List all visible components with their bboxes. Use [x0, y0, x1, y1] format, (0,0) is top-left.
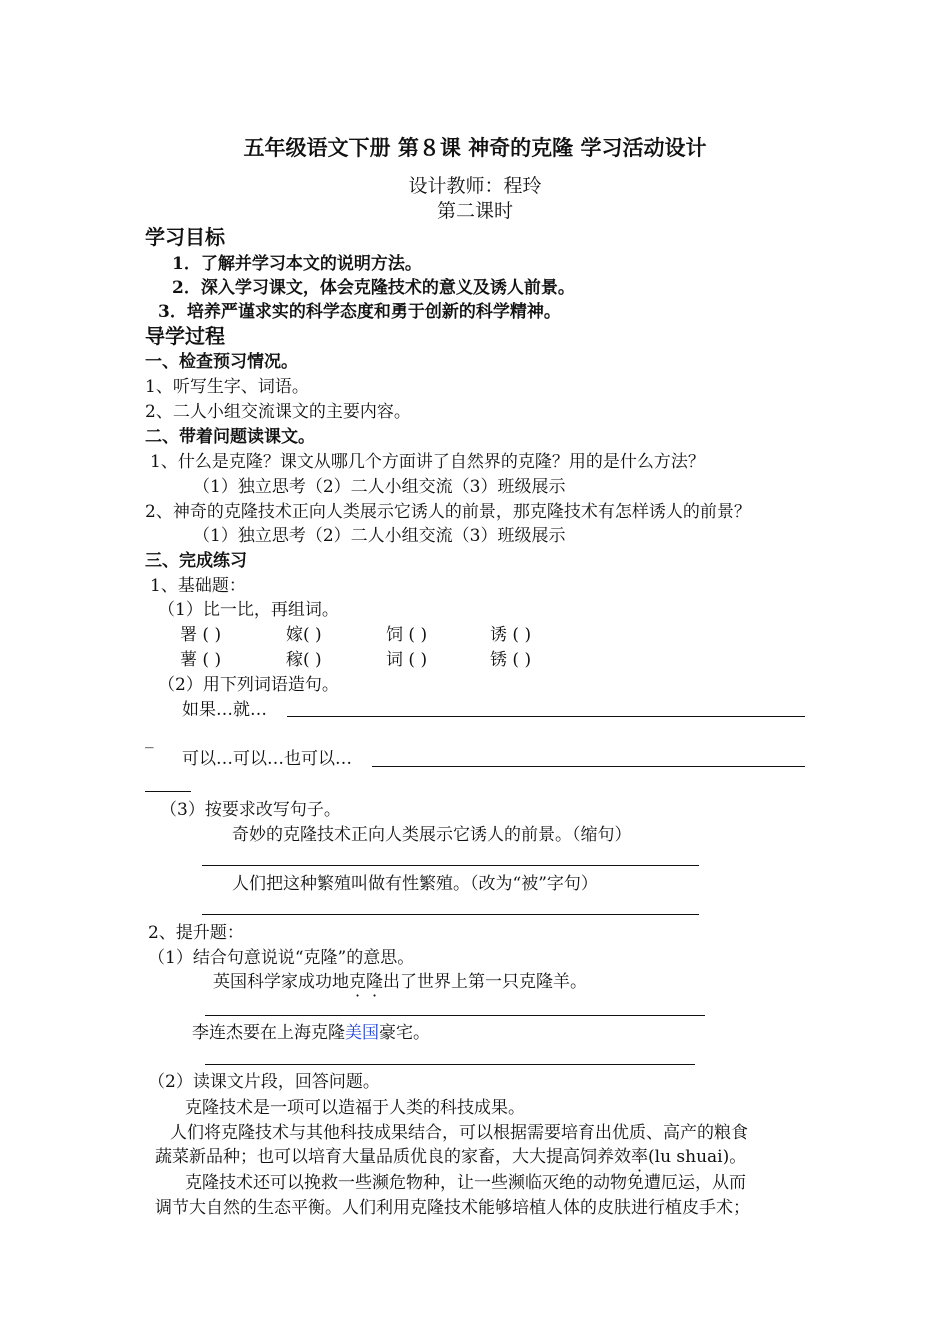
reading-question-1: 1、什么是克隆？课文从哪几个方面讲了自然界的克隆？用的是什么方法？: [150, 452, 705, 472]
compare-cell: 稼( ): [286, 650, 322, 670]
section-reading-heading: 二、带着问题读课文。: [145, 427, 315, 447]
answer-line: [205, 1064, 695, 1065]
compare-label: （1）比一比，再组词。: [158, 600, 339, 620]
emphasis-char: 隆: [366, 972, 383, 992]
pattern-1: 如果…就…: [182, 700, 267, 720]
emphasis-char: 率: [631, 1147, 648, 1167]
objective-item: 2．深入学习课文，体会克隆技术的意义及诱人前景。: [172, 278, 575, 298]
answer-line: [145, 791, 191, 792]
meaning-label: （1）结合句意说说“克隆”的意思。: [148, 948, 415, 968]
passage-paragraph-2-line-2: 蔬菜新品种；也可以培育大量品质优良的家畜，大大提高饲养效率(lu shuai)。: [155, 1147, 747, 1167]
emphasis-char: 克: [349, 972, 366, 992]
compare-cell: 诱 ( ): [490, 625, 532, 645]
compare-cell: 薯 ( ): [180, 650, 222, 670]
highlighted-word: 美国: [345, 1023, 379, 1043]
passage-paragraph-3-line-2: 调节大自然的生态平衡。人们利用克隆技术能够培植人体的皮肤进行植皮手术；: [155, 1198, 750, 1218]
process-heading: 导学过程: [145, 324, 225, 348]
answer-line: [205, 1015, 705, 1016]
lesson-number: 第二课时: [436, 200, 513, 222]
pattern-2: 可以…可以…也可以…: [182, 749, 352, 769]
section-preview-heading: 一、检查预习情况。: [145, 352, 298, 372]
preview-item: 1、听写生字、词语。: [145, 377, 309, 397]
compare-cell: 饲 ( ): [386, 625, 428, 645]
compare-cell: 嫁( ): [286, 625, 322, 645]
sentence-making-label: （2）用下列词语造句。: [158, 675, 339, 695]
compare-cell: 署 ( ): [180, 625, 222, 645]
compare-cell: 词 ( ): [386, 650, 428, 670]
objectives-heading: 学习目标: [145, 225, 225, 249]
answer-line: [372, 766, 805, 767]
objective-item: 3．培养严谨求实的科学态度和勇于创新的科学精神。: [158, 302, 561, 322]
advanced-exercise-label: 2、提升题：: [148, 923, 244, 943]
answer-line: [202, 914, 699, 915]
pattern-1-tail: _: [145, 729, 154, 749]
designer-teacher: 设计教师：程玲: [408, 175, 542, 197]
rewrite-sentence-1: 奇妙的克隆技术正向人类展示它诱人的前景。（缩句）: [232, 825, 632, 845]
rewrite-label: （3）按要求改写句子。: [160, 800, 341, 820]
passage-paragraph-2-line-1: 人们将克隆技术与其他科技成果结合，可以根据需要培育出优质、高产的粮食: [170, 1123, 748, 1143]
basic-exercise-label: 1、基础题：: [150, 576, 246, 596]
preview-item: 2、二人小组交流课文的主要内容。: [145, 402, 411, 422]
passage-paragraph-3-line-1: 克隆技术还可以挽救一些濒危物种，让一些濒临灭绝的动物免遭厄运，从而: [185, 1173, 746, 1193]
reading-steps-1: （1）独立思考（2）二人小组交流（3）班级展示: [193, 477, 566, 497]
answer-line: [202, 865, 699, 866]
reading-question-2: 2、神奇的克隆技术正向人类展示它诱人的前景，那克隆技术有怎样诱人的前景？: [145, 502, 751, 522]
reading-steps-2: （1）独立思考（2）二人小组交流（3）班级展示: [193, 526, 566, 546]
compare-cell: 锈 ( ): [490, 650, 532, 670]
reading-passage-label: （2）读课文片段，回答问题。: [148, 1072, 380, 1092]
objective-item: 1．了解并学习本文的说明方法。: [172, 254, 422, 274]
document-title: 五年级语文下册 第８课 神奇的克隆 学习活动设计: [243, 135, 707, 160]
rewrite-sentence-2: 人们把这种繁殖叫做有性繁殖。（改为“被”字句）: [232, 874, 598, 894]
answer-line: [287, 716, 805, 717]
section-exercise-heading: 三、完成练习: [145, 551, 247, 571]
meaning-sentence-1: 英国科学家成功地克隆出了世界上第一只克隆羊。: [213, 972, 587, 992]
meaning-sentence-2: 李连杰要在上海克隆美国豪宅。: [192, 1023, 430, 1043]
passage-paragraph-1: 克隆技术是一项可以造福于人类的科技成果。: [185, 1098, 525, 1118]
